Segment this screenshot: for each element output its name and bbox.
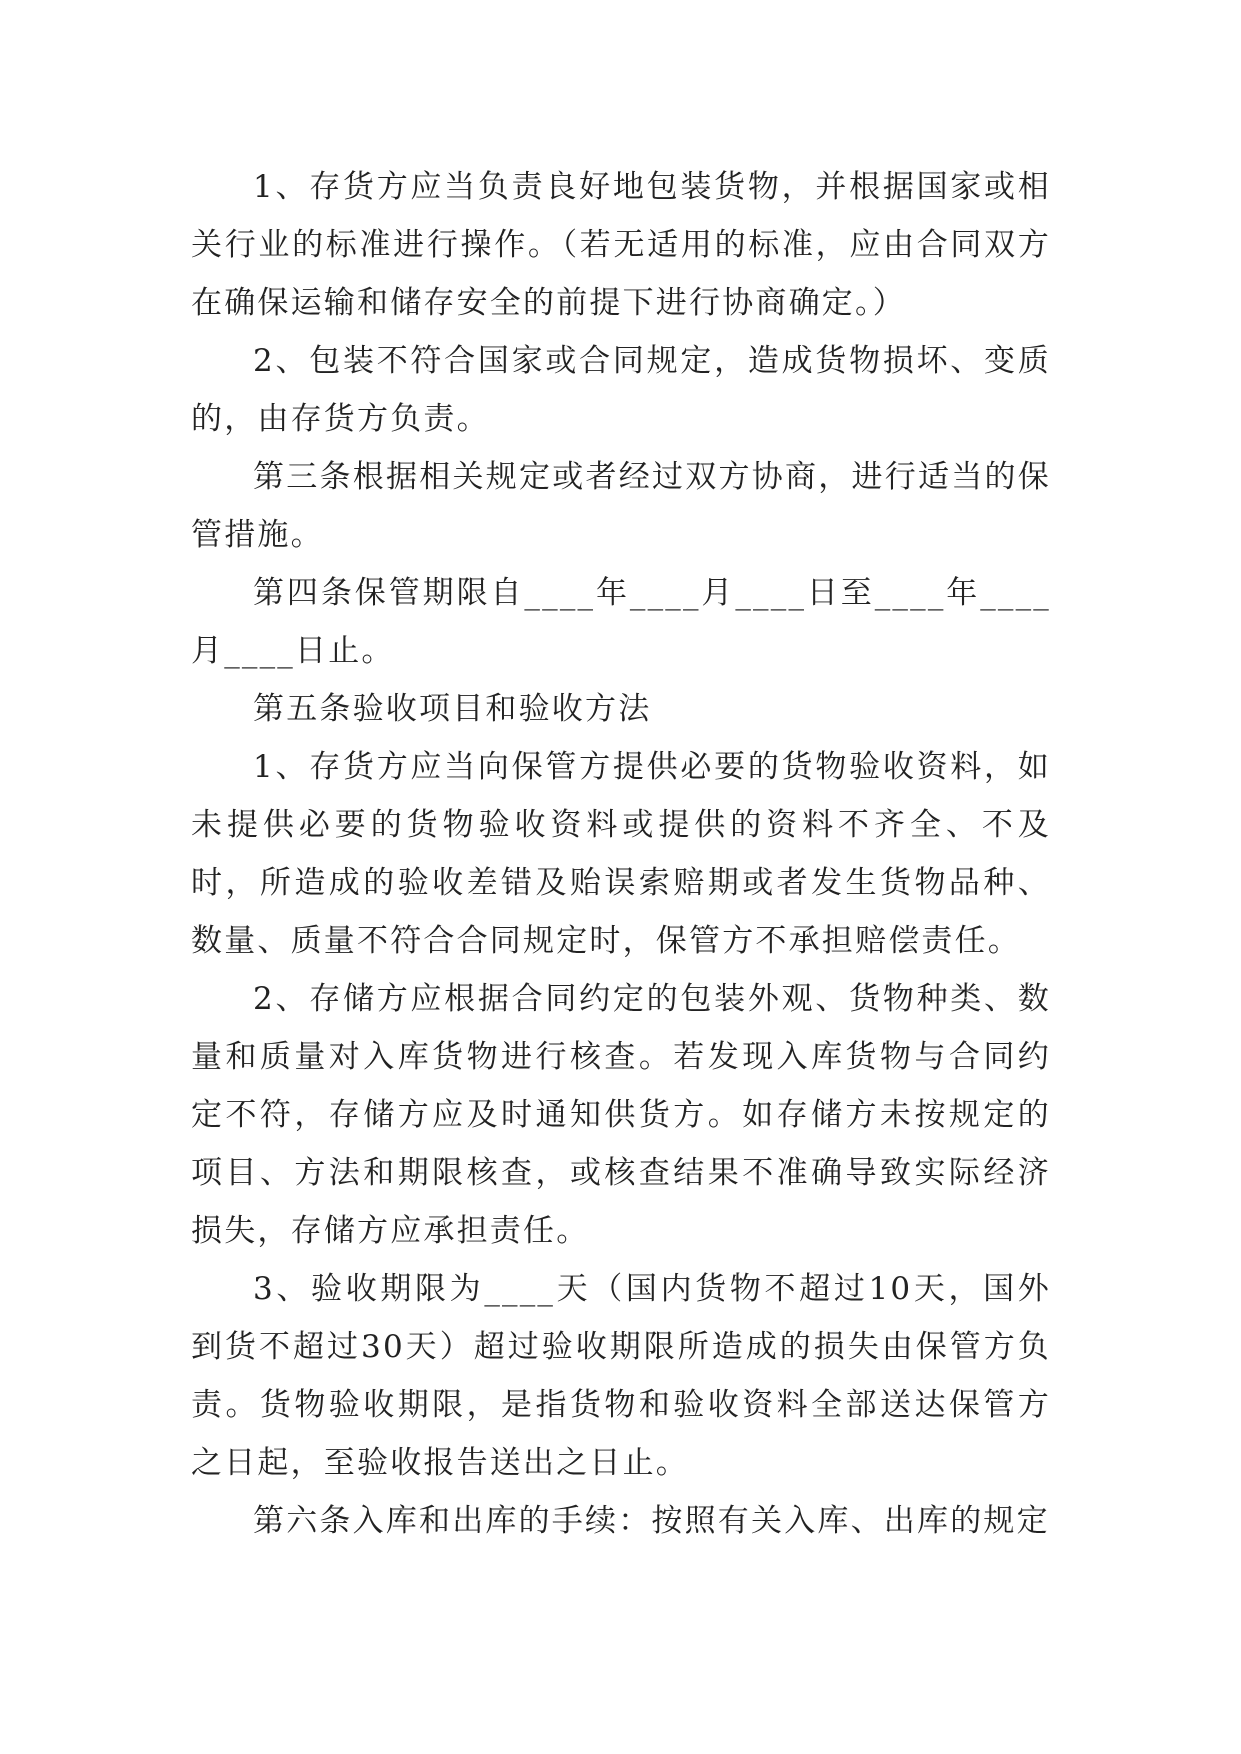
- paragraph-article-6: 第六条入库和出库的手续：按照有关入库、出库的规定: [253, 1503, 1050, 1539]
- paragraph-acceptance-period: 3、验收期限为____天（国内货物不超过10天，国外到货不超过30天）超过验收期限所造成的损失由保管方负责。货物验收期限，是指货物和验收资料全部送达保管方之日起，至验收报告送出之日止。: [191, 1271, 1051, 1481]
- paragraph-article-3: 第三条根据相关规定或者经过双方协商，进行适当的保管措施。: [191, 459, 1051, 553]
- paragraph-article-5-heading: 第五条验收项目和验收方法: [253, 691, 652, 727]
- paragraph-packaging-responsibility: 1、存货方应当负责良好地包装货物，并根据国家或相关行业的标准进行操作。（若无适用的标准，应由合同双方在确保运输和储存安全的前提下进行协商确定。）: [191, 169, 1051, 321]
- paragraph-article-4: 第四条保管期限自____年____月____日至____年____月____日止。: [191, 575, 1051, 669]
- paragraph-acceptance-materials: 1、存货方应当向保管方提供必要的货物验收资料，如未提供必要的货物验收资料或提供的资料不齐全、不及时，所造成的验收差错及贻误索赔期或者发生货物品种、数量、质量不符合合同规定时，保管方不承担赔偿责任。: [191, 749, 1051, 959]
- paragraph-packaging-noncompliance: 2、包装不符合国家或合同规定，造成货物损坏、变质的，由存货方负责。: [191, 343, 1051, 437]
- contract-body: [191, 158, 1051, 1550]
- paragraph-acceptance-inspection: 2、存储方应根据合同约定的包装外观、货物种类、数量和质量对入库货物进行核查。若发现入库货物与合同约定不符，存储方应及时通知供货方。如存储方未按规定的项目、方法和期限核查，或核查结果不准确导致实际经济损失，存储方应承担责任。: [191, 981, 1051, 1249]
